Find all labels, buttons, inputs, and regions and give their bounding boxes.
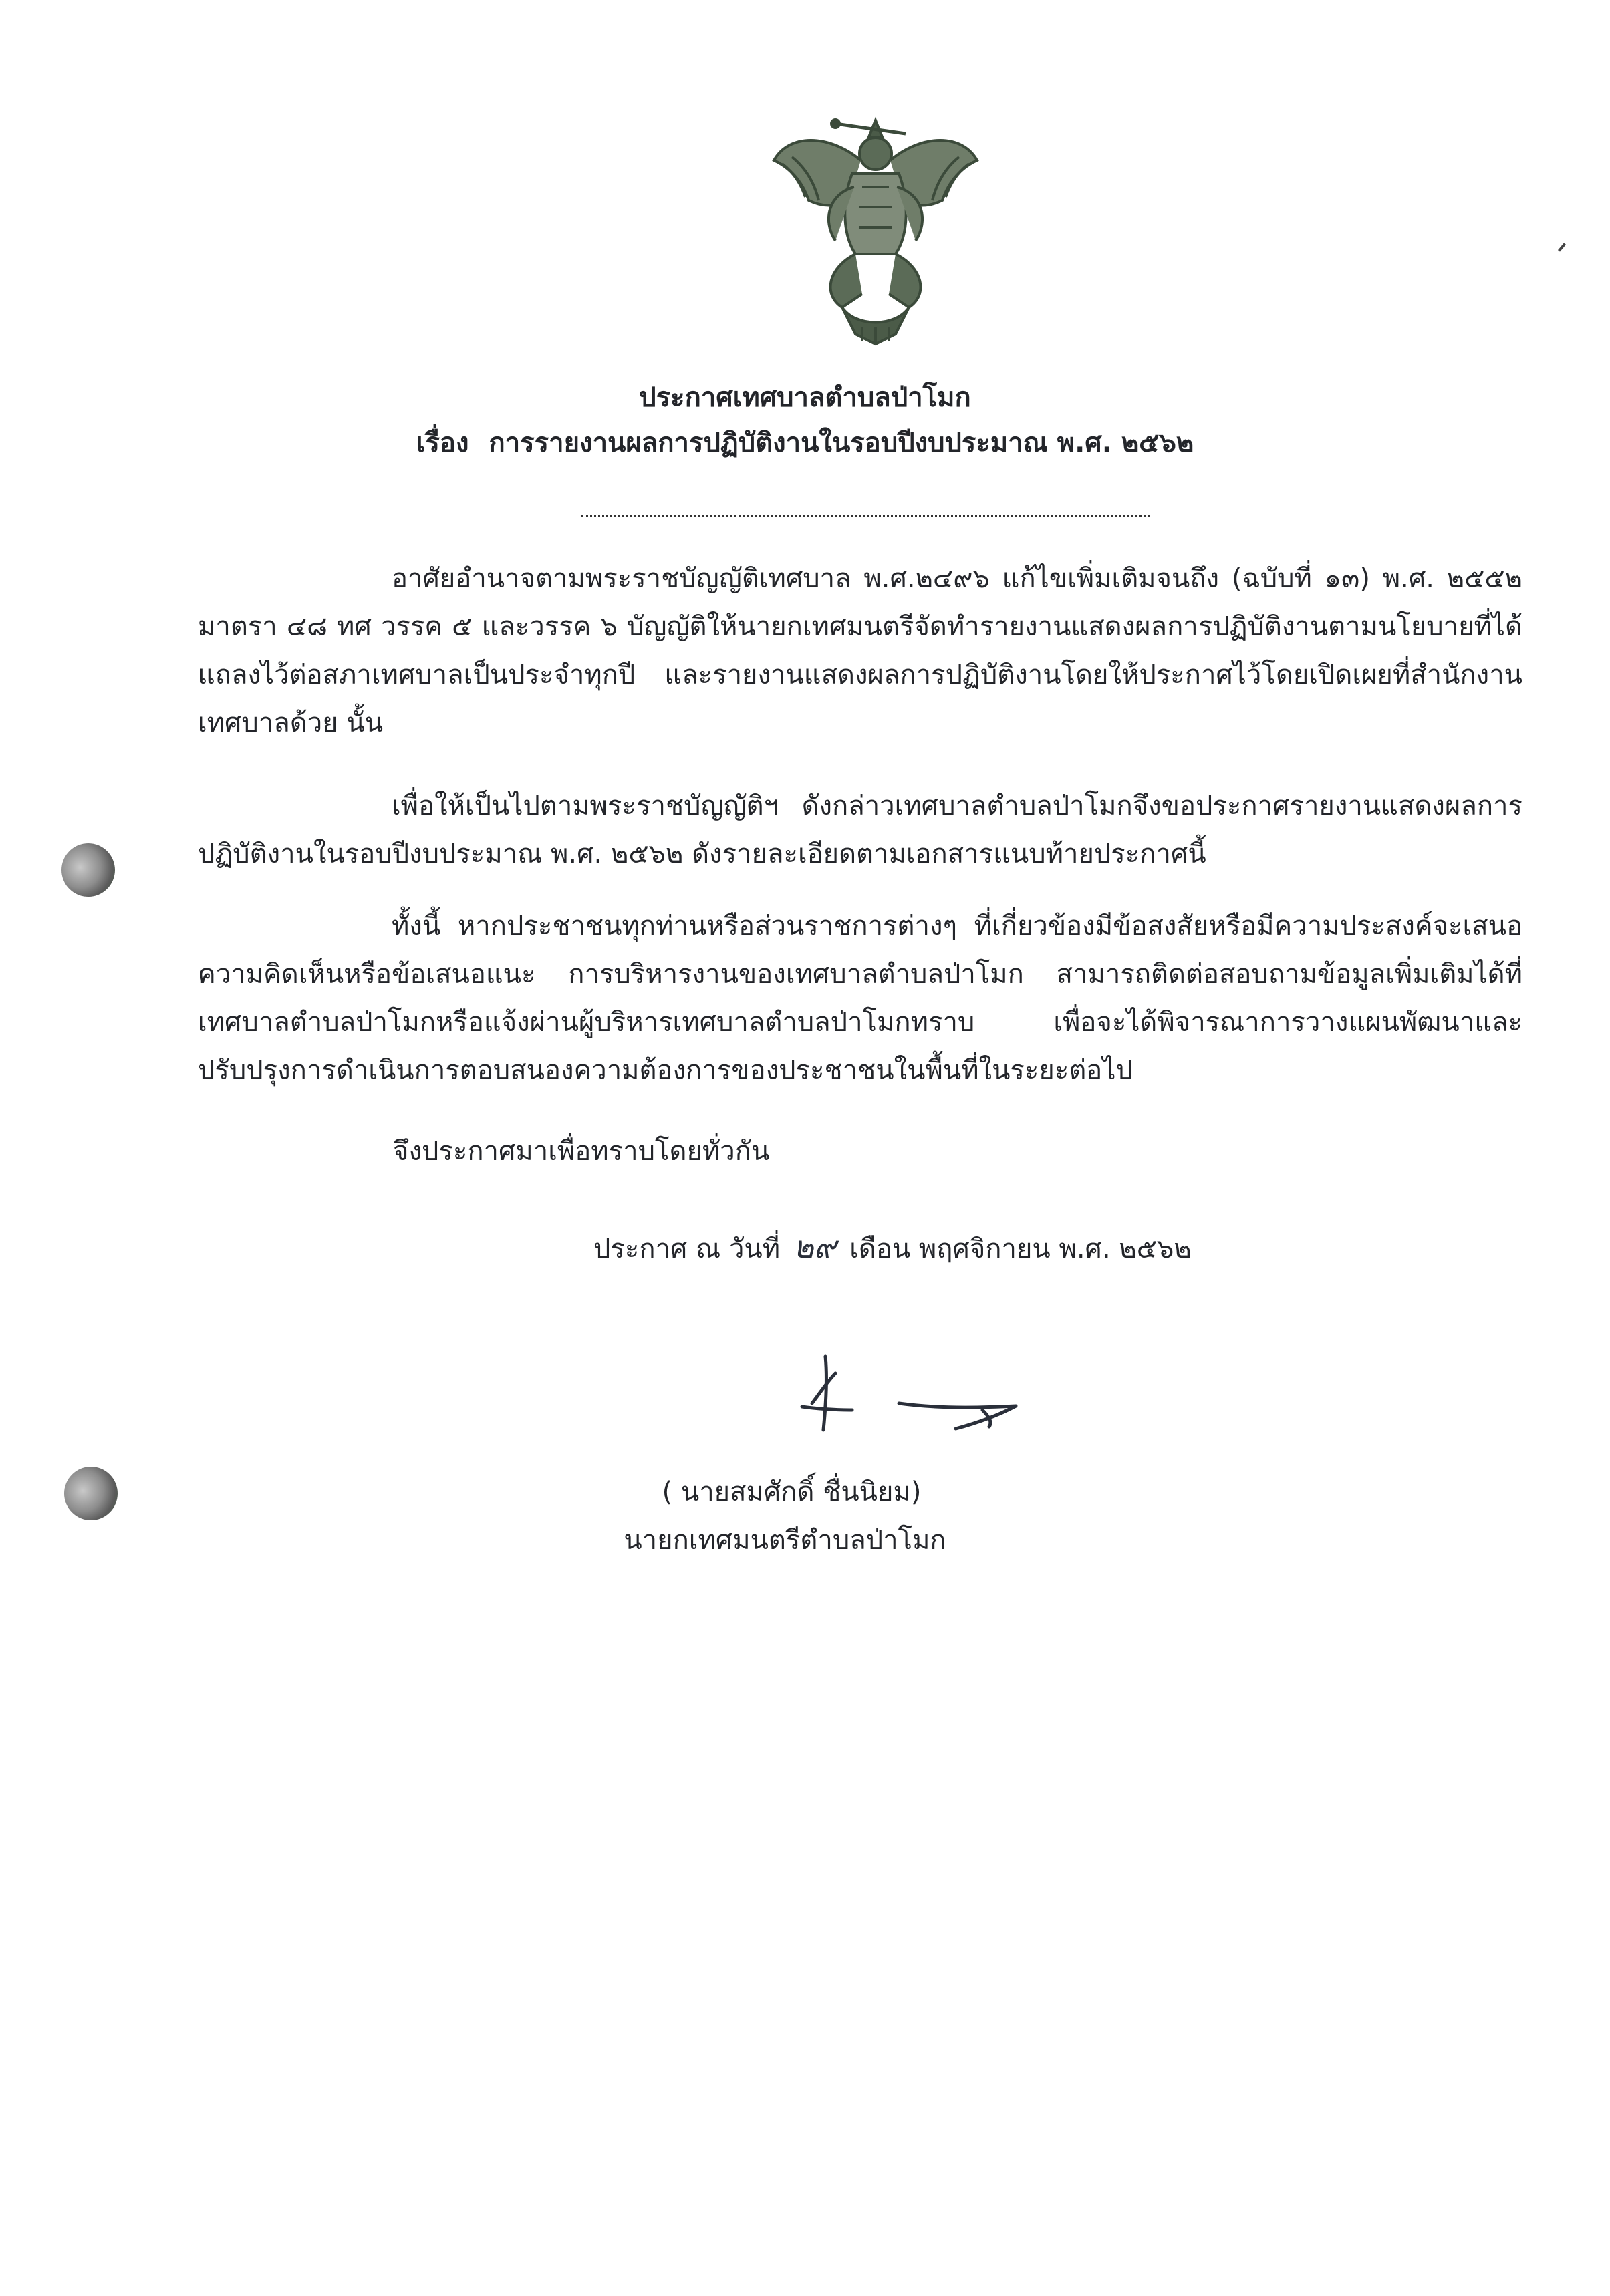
paragraph-2 xyxy=(198,782,1522,878)
signer-name: ( นายสมศักดิ์ ชื่นนิยม) xyxy=(662,1477,922,1508)
paragraph-3 xyxy=(198,902,1522,1095)
paragraph-1-text: อาศัยอำนาจตามพระราชบัญญัติเทศบาล พ.ศ.๒๔๙๖ แก้ไขเพิ่มเติมจนถึง (ฉบับที่ ๑๓) พ.ศ. ๒๕๕๒ มาตรา ๔๘ ทศ วรรค ๕ และวรรค ๖ บัญญัติให้นายกเทศมนตรีจัดทำรายงานแสดงผลการปฏิบัติงานตามนโยบายที่ได้แถลงไว้ต่อสภาเทศบาลเป็นประจำทุกปี และรายงานแสดงผลการปฏิบัติงานโดยให้ประกาศไว้โดยเปิดเผยที่สำนักงานเทศบาลด้วย นั้น xyxy=(198,563,1522,738)
scan-mark xyxy=(1558,243,1566,251)
punch-hole-upper xyxy=(61,843,115,897)
signer-position: นายกเทศมนตรีตำบลป่าโมก xyxy=(624,1525,946,1556)
document-subject xyxy=(0,421,1610,464)
paragraph-2-text: เพื่อให้เป็นไปตามพระราชบัญญัติฯ ดังกล่าวเทศบาลตำบลป่าโมกจึงขอประกาศรายงานแสดงผลการปฏิบัติงานในรอบปีงบประมาณ พ.ศ. ๒๕๖๒ ดังรายละเอียดตามเอกสารแนบท้ายประกาศนี้ xyxy=(198,791,1522,869)
paragraph-1 xyxy=(198,555,1522,747)
closing-line: จึงประกาศมาเพื่อทราบโดยทั่วกัน xyxy=(393,1136,770,1167)
document-title: ประกาศเทศบาลตำบลป่าโมก xyxy=(639,382,971,413)
date-prefix: ประกาศ ณ วันที่ xyxy=(593,1234,781,1264)
garuda-emblem-icon xyxy=(762,107,989,347)
subject-text: การรายงานผลการปฏิบัติงานในรอบปีงบประมาณ พ.ศ. ๒๕๖๒ xyxy=(489,428,1194,458)
subject-label: เรื่อง xyxy=(416,428,469,458)
date-line xyxy=(593,1223,1192,1272)
paragraph-3-text: ทั้งนี้ หากประชาชนทุกท่านหรือส่วนราชการต่างๆ ที่เกี่ยวข้องมีข้อสงสัยหรือมีความประสงค์จะเสนอความคิดเห็นหรือข้อเสนอแนะ การบริหารงานของเทศบาลตำบลป่าโมก สามารถติดต่อสอบถามข้อมูลเพิ่มเติมได้ที่เทศบาลตำบลป่าโมกหรือแจ้งผ่านผู้บริหารเทศบาลตำบลป่าโมกทราบ เพื่อจะได้พิจารณาการวางแผนพัฒนาและปรับปรุงการดำเนินการตอบสนองความต้องการของประชาชนในพื้นที่ในระยะต่อไป xyxy=(198,911,1522,1086)
date-suffix: เดือน พฤศจิกายน พ.ศ. ๒๕๖๒ xyxy=(849,1234,1192,1264)
signature-image xyxy=(789,1343,1029,1443)
dotted-divider xyxy=(581,508,1150,517)
date-day-handwritten: ๒๙ xyxy=(793,1229,837,1265)
